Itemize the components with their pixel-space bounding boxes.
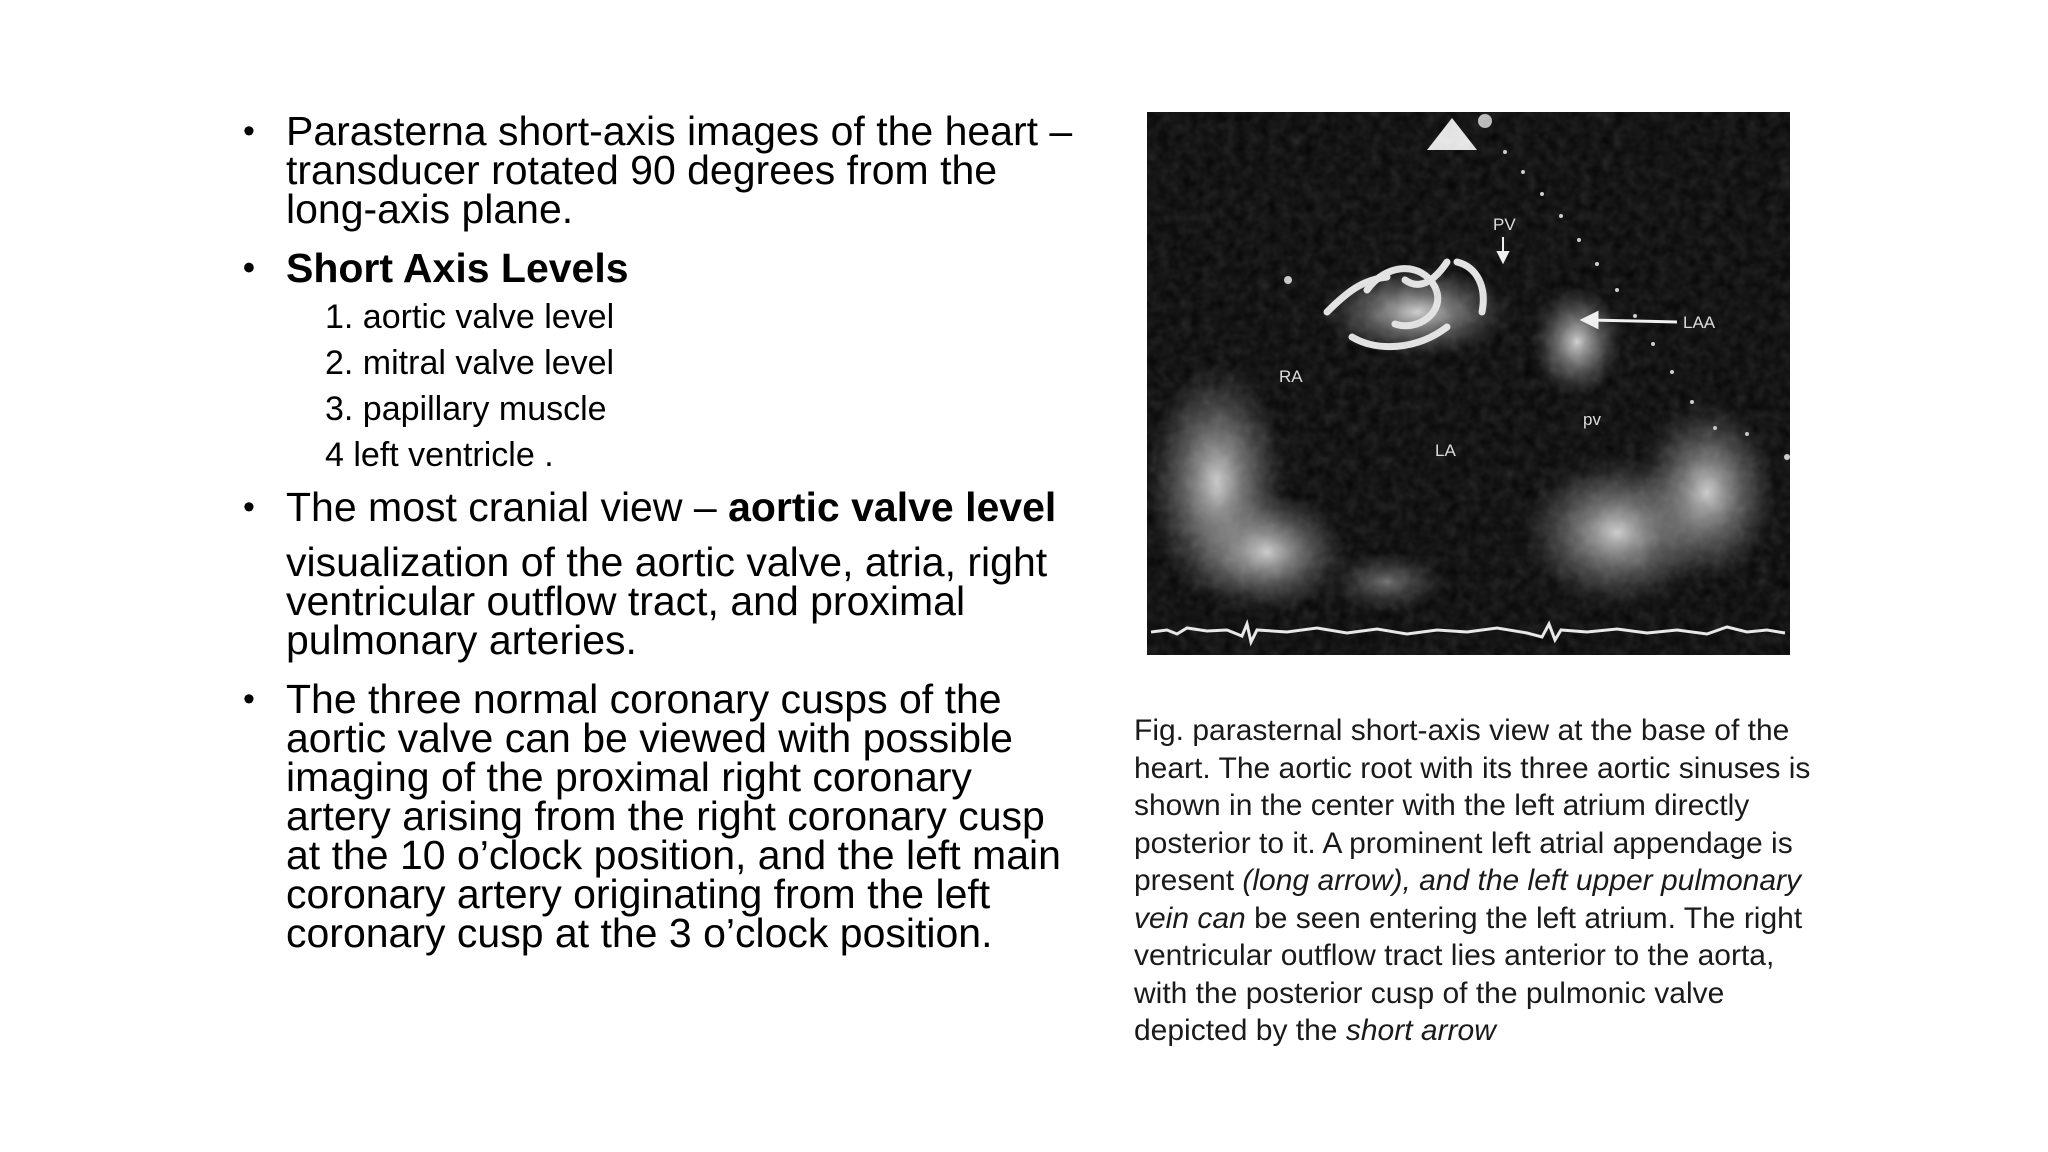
- echocardiogram-image: [1147, 112, 1790, 655]
- short-axis-levels-heading: Short Axis Levels: [286, 245, 629, 291]
- cranial-view-description: visualization of the aortic valve, atria, right ventricular outflow tract, and proximal pulmonary arteries.: [286, 539, 1048, 663]
- caption-italic-2: short arrow: [1345, 1014, 1496, 1047]
- caption-text-1: Fig. parasternal short-axis view at the base of the heart. The aortic root with its three aortic sinuses is shown in the center with the left atrium directly posterior to it. A prominent left atrial appendage is present: [1134, 714, 1811, 897]
- bullet-dot: •: [243, 488, 255, 526]
- bullet-list: [243, 108, 1073, 956]
- label-pv: PV: [1493, 215, 1516, 234]
- echocardiogram-svg: [1147, 112, 1790, 655]
- bullet-cranial-view: [243, 484, 1073, 530]
- bullet-short-axis-levels: [243, 245, 1073, 291]
- bullet-dot: •: [243, 249, 255, 287]
- cranial-view-bold: aortic valve level: [728, 484, 1057, 530]
- label-laa: LAA: [1683, 313, 1716, 332]
- bullet-parasternal-text: Parasterna short-axis images of the heart – transducer rotated 90 degrees from the long-axis plane.: [286, 108, 1073, 232]
- label-ra: RA: [1279, 367, 1303, 386]
- label-la: LA: [1435, 441, 1456, 460]
- levels-list: [243, 294, 1073, 478]
- level-item: 1. aortic valve level: [325, 298, 615, 336]
- level-item: 3. papillary muscle: [325, 390, 607, 428]
- figure-caption: [1134, 712, 1814, 1050]
- coronary-cusps-text: The three normal coronary cusps of the aortic valve can be viewed with possible imaging of the proximal right coronary artery arising from the right coronary cusp at the 10 o’clock position, and the left main coronary artery originating from the left coronary cusp at the 3 o’clock position.: [286, 676, 1061, 956]
- bullet-dot: •: [243, 680, 255, 718]
- level-item: 4 left ventricle .: [325, 436, 554, 474]
- bullet-dot: •: [243, 112, 255, 150]
- bullet-parasternal: [243, 108, 1073, 232]
- level-item: 2. mitral valve level: [325, 344, 615, 382]
- bullet-coronary-cusps: [243, 676, 1073, 956]
- caption-text-2: be seen entering the left atrium. The right ventricular outflow tract lies anterior to the aorta, with the posterior cusp of the pulmonic valve depicted by the: [1134, 901, 1803, 1047]
- caption-italic-1: (long arrow), and the left upper pulmonary vein can: [1134, 864, 1802, 935]
- label-pv-lower: pv: [1583, 410, 1601, 429]
- cranial-view-text: The most cranial view –: [286, 484, 729, 530]
